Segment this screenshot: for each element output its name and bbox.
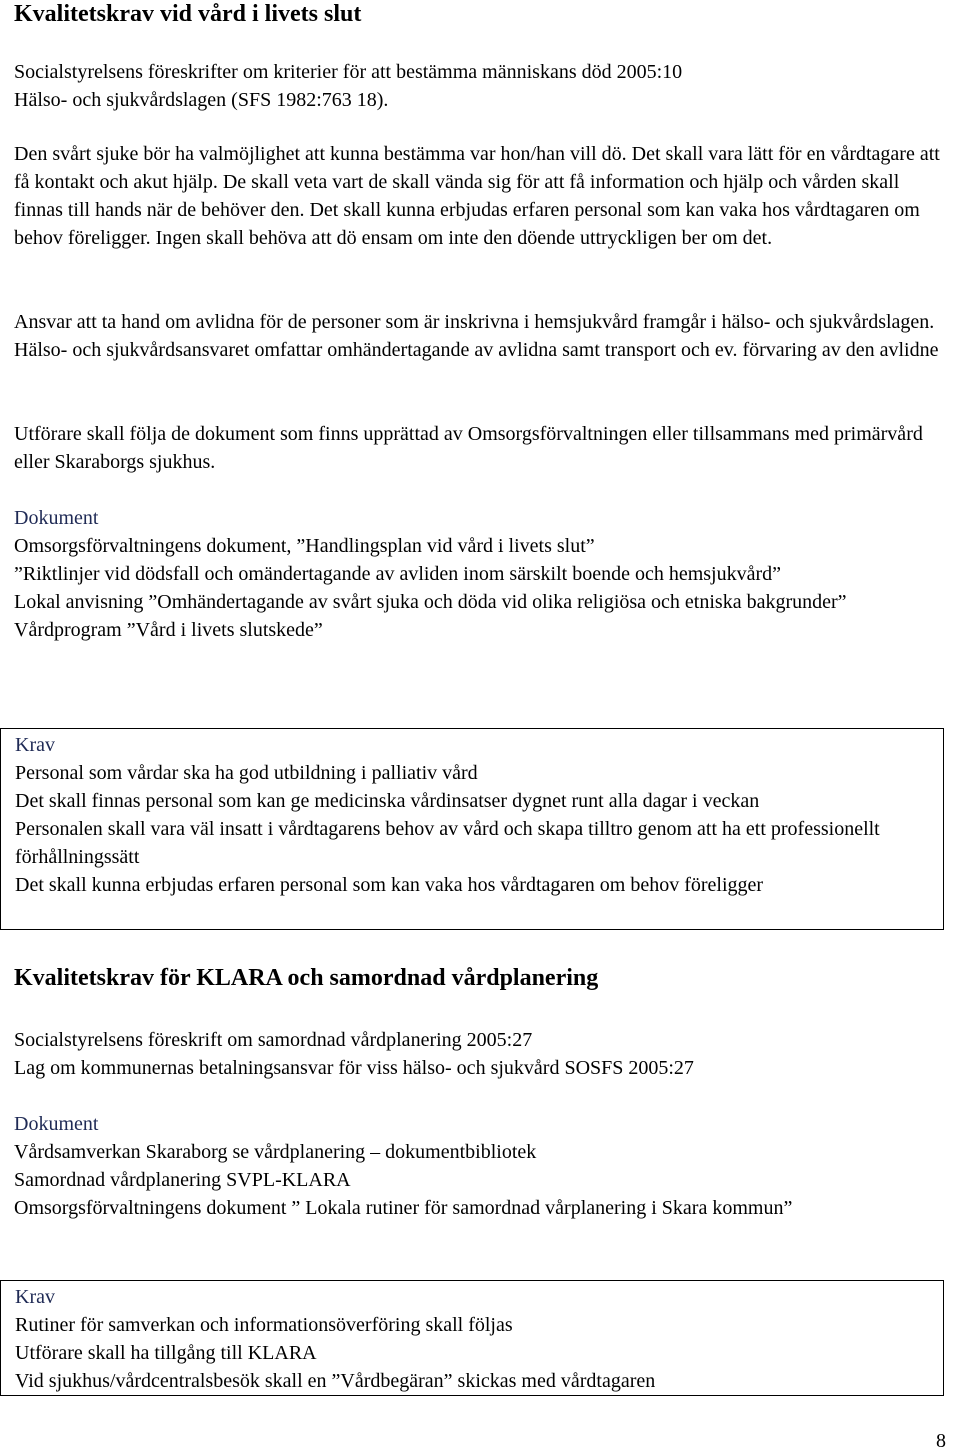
krav-item: Rutiner för samverkan och informationsöverföring skall följas xyxy=(15,1314,513,1336)
document-item: ”Riktlinjer vid dödsfall och omändertagande av avliden inom särskilt boende och hemsjukvård” xyxy=(14,563,782,585)
section1-laws xyxy=(14,58,944,114)
document-item: Lokal anvisning ”Omhändertagande av svårt sjuka och döda vid olika religiösa och etniska bakgrunder” xyxy=(14,591,847,613)
document-item: Samordnad vårdplanering SVPL-KLARA xyxy=(14,1169,351,1191)
krav-item: Personalen skall vara väl insatt i vårdtagarens behov av vård och skapa tilltro genom att ha ett professionellt förhållningssätt xyxy=(15,818,880,868)
section1-para1: Den svårt sjuke bör ha valmöjlighet att kunna bestämma var hon/han vill dö. Det skall vara lätt för en vårdtagare att få kontakt och akut hjälp. De skall veta vart de skall vända sig för att få information och hjälp och vården skall finnas till hands när de behöver den. Det skall kunna erbjudas erfaren personal som kan vaka hos vårdtagaren om behov föreligger. Ingen skall behöva att dö ensam om inte den döende uttryckligen ber om det. xyxy=(14,143,940,249)
krav-item: Det skall finnas personal som kan ge medicinska vårdinsatser dygnet runt alla dagar i veckan xyxy=(15,790,760,812)
section2-documents xyxy=(14,1110,944,1222)
krav-item: Utförare skall ha tillgång till KLARA xyxy=(15,1342,317,1364)
section1-para2: Ansvar att ta hand om avlidna för de personer som är inskrivna i hemsjukvård framgår i hälso- och sjukvårdslagen. Hälso- och sjukvårdsansvaret omfattar omhändertagande av avlidna samt transport och ev. förvaring av den avlidne xyxy=(14,311,939,361)
law-line: Socialstyrelsens föreskrift om samordnad vårdplanering 2005:27 xyxy=(14,1029,533,1051)
krav-item: Vid sjukhus/vårdcentralsbesök skall en ”Vårdbegäran” skickas med vårdtagaren xyxy=(15,1370,656,1392)
law-line: Socialstyrelsens föreskrifter om kriterier för att bestämma människans död 2005:10 xyxy=(14,61,683,83)
krav-heading: Krav xyxy=(15,1286,55,1308)
section1-documents xyxy=(14,504,944,644)
section1-title: Kvalitetskrav vid vård i livets slut xyxy=(14,1,362,27)
documents-heading: Dokument xyxy=(14,1113,99,1135)
document-item: Vårdprogram ”Vård i livets slutskede” xyxy=(14,619,323,641)
section1-krav-box xyxy=(0,728,944,930)
page-number: 8 xyxy=(936,1430,946,1452)
law-line: Lag om kommunernas betalningsansvar för viss hälso- och sjukvård SOSFS 2005:27 xyxy=(14,1057,694,1079)
law-line: Hälso- och sjukvårdslagen (SFS 1982:763 18). xyxy=(14,89,389,111)
document-item: Omsorgsförvaltningens dokument, ”Handlingsplan vid vård i livets slut” xyxy=(14,535,595,557)
krav-heading: Krav xyxy=(15,734,55,756)
section2-krav-box xyxy=(0,1280,944,1396)
section2-title: Kvalitetskrav för KLARA och samordnad vårdplanering xyxy=(14,965,599,991)
krav-item: Det skall kunna erbjudas erfaren personal som kan vaka hos vårdtagaren om behov föreligger xyxy=(15,874,764,896)
documents-heading: Dokument xyxy=(14,507,99,529)
document-item: Omsorgsförvaltningens dokument ” Lokala rutiner för samordnad vårplanering i Skara kommun” xyxy=(14,1197,793,1219)
krav-item: Personal som vårdar ska ha god utbildning i palliativ vård xyxy=(15,762,478,784)
section2-laws xyxy=(14,1026,944,1082)
document-item: Vårdsamverkan Skaraborg se vårdplanering – dokumentbibliotek xyxy=(14,1141,537,1163)
section1-para3: Utförare skall följa de dokument som finns upprättad av Omsorgsförvaltningen eller tillsammans med primärvård eller Skaraborgs sjukhus. xyxy=(14,423,923,473)
